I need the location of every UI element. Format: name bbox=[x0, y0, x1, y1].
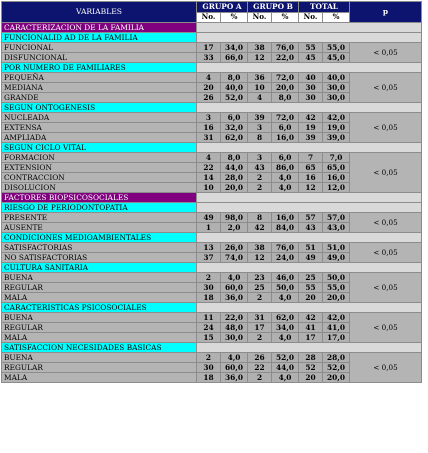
p-value: < 0,05 bbox=[350, 213, 422, 233]
group-row bbox=[2, 143, 422, 153]
row-label: DISOLUCION bbox=[2, 183, 197, 193]
grupo-b-pct: 4,0 bbox=[272, 373, 299, 383]
group-title: RIESGO DE PERIODONTOPATIA bbox=[2, 203, 197, 213]
total-pct: 39,0 bbox=[323, 133, 350, 143]
header-grupo-a: GRUPO A bbox=[197, 2, 248, 13]
grupo-a-no: 11 bbox=[197, 313, 221, 323]
row-label: NO SATISFACTORIAS bbox=[2, 253, 197, 263]
total-no: 17 bbox=[299, 333, 323, 343]
grupo-b-no: 23 bbox=[248, 273, 272, 283]
grupo-b-no: 39 bbox=[248, 113, 272, 123]
total-pct: 65,0 bbox=[323, 163, 350, 173]
grupo-b-pct: 4,0 bbox=[272, 293, 299, 303]
header-variables: VARIABLES bbox=[2, 2, 197, 23]
group-filler bbox=[197, 203, 422, 213]
total-no: 20 bbox=[299, 373, 323, 383]
row-label: BUENA bbox=[2, 353, 197, 363]
grupo-a-no: 18 bbox=[197, 293, 221, 303]
grupo-a-pct: 34,0 bbox=[221, 43, 248, 53]
total-no: 30 bbox=[299, 93, 323, 103]
total-no: 52 bbox=[299, 363, 323, 373]
grupo-b-pct: 76,0 bbox=[272, 243, 299, 253]
grupo-a-pct: 44,0 bbox=[221, 163, 248, 173]
grupo-b-pct: 50,0 bbox=[272, 283, 299, 293]
row-label: AMPLIADA bbox=[2, 133, 197, 143]
section-title: CARACTERIZACION DE LA FAMILIA bbox=[2, 23, 197, 33]
grupo-a-no: 18 bbox=[197, 373, 221, 383]
grupo-a-pct: 4,0 bbox=[221, 273, 248, 283]
grupo-b-pct: 46,0 bbox=[272, 273, 299, 283]
total-no: 41 bbox=[299, 323, 323, 333]
grupo-b-no: 12 bbox=[248, 53, 272, 63]
p-value: < 0,05 bbox=[350, 273, 422, 303]
row-label: PRESENTE bbox=[2, 213, 197, 223]
row-label: MALA bbox=[2, 293, 197, 303]
subheader-pct: % bbox=[323, 12, 350, 23]
grupo-a-no: 31 bbox=[197, 133, 221, 143]
row-label: MALA bbox=[2, 373, 197, 383]
grupo-a-no: 37 bbox=[197, 253, 221, 263]
total-no: 55 bbox=[299, 283, 323, 293]
table-row bbox=[2, 313, 422, 323]
section-row bbox=[2, 23, 422, 33]
section-title: FACTORES BIOPSICOSOCIALES bbox=[2, 193, 197, 203]
group-filler bbox=[197, 233, 422, 243]
grupo-a-pct: 8,0 bbox=[221, 73, 248, 83]
grupo-a-no: 20 bbox=[197, 83, 221, 93]
group-row bbox=[2, 103, 422, 113]
grupo-a-no: 13 bbox=[197, 243, 221, 253]
section-row bbox=[2, 193, 422, 203]
total-no: 49 bbox=[299, 253, 323, 263]
group-row bbox=[2, 263, 422, 273]
grupo-a-pct: 8,0 bbox=[221, 153, 248, 163]
subheader-no: No. bbox=[299, 12, 323, 23]
row-label: SATISFACTORIAS bbox=[2, 243, 197, 253]
total-pct: 55,0 bbox=[323, 283, 350, 293]
grupo-a-no: 30 bbox=[197, 283, 221, 293]
grupo-a-pct: 62,0 bbox=[221, 133, 248, 143]
grupo-b-no: 22 bbox=[248, 363, 272, 373]
group-title: FUNCIONALID AD DE LA FAMILIA bbox=[2, 33, 197, 43]
total-pct: 49,0 bbox=[323, 253, 350, 263]
group-filler bbox=[197, 63, 422, 73]
grupo-b-no: 2 bbox=[248, 183, 272, 193]
grupo-a-pct: 2,0 bbox=[221, 223, 248, 233]
total-no: 28 bbox=[299, 353, 323, 363]
header-p: p bbox=[350, 2, 422, 23]
total-no: 25 bbox=[299, 273, 323, 283]
grupo-a-pct: 6,0 bbox=[221, 113, 248, 123]
total-pct: 17,0 bbox=[323, 333, 350, 343]
row-label: AUSENTE bbox=[2, 223, 197, 233]
subheader-pct: % bbox=[272, 12, 299, 23]
grupo-a-no: 33 bbox=[197, 53, 221, 63]
grupo-b-pct: 4,0 bbox=[272, 183, 299, 193]
p-value: < 0,05 bbox=[350, 243, 422, 263]
table-row bbox=[2, 113, 422, 123]
row-label: CONTRACCION bbox=[2, 173, 197, 183]
total-no: 51 bbox=[299, 243, 323, 253]
grupo-b-pct: 86,0 bbox=[272, 163, 299, 173]
group-title: SEGUN ONTOGENESIS bbox=[2, 103, 197, 113]
grupo-b-pct: 16,0 bbox=[272, 133, 299, 143]
row-label: BUENA bbox=[2, 273, 197, 283]
grupo-a-pct: 36,0 bbox=[221, 293, 248, 303]
section-filler bbox=[197, 23, 422, 33]
grupo-a-pct: 40,0 bbox=[221, 83, 248, 93]
total-no: 65 bbox=[299, 163, 323, 173]
data-table bbox=[1, 1, 422, 383]
grupo-b-pct: 4,0 bbox=[272, 173, 299, 183]
group-filler bbox=[197, 33, 422, 43]
total-no: 20 bbox=[299, 293, 323, 303]
row-label: REGULAR bbox=[2, 363, 197, 373]
total-pct: 12,0 bbox=[323, 183, 350, 193]
table-row bbox=[2, 353, 422, 363]
total-pct: 57,0 bbox=[323, 213, 350, 223]
grupo-a-pct: 32,0 bbox=[221, 123, 248, 133]
grupo-a-no: 24 bbox=[197, 323, 221, 333]
total-no: 42 bbox=[299, 313, 323, 323]
grupo-b-pct: 8,0 bbox=[272, 93, 299, 103]
grupo-b-no: 2 bbox=[248, 373, 272, 383]
row-label: REGULAR bbox=[2, 283, 197, 293]
group-filler bbox=[197, 143, 422, 153]
total-pct: 30,0 bbox=[323, 93, 350, 103]
total-no: 30 bbox=[299, 83, 323, 93]
grupo-b-no: 26 bbox=[248, 353, 272, 363]
total-pct: 42,0 bbox=[323, 313, 350, 323]
table-row bbox=[2, 213, 422, 223]
row-label: DISFUNCIONAL bbox=[2, 53, 197, 63]
group-title: CARACTERISTICAS PSICOSOCIALES bbox=[2, 303, 197, 313]
row-label: PEQUEÑA bbox=[2, 73, 197, 83]
grupo-a-no: 22 bbox=[197, 163, 221, 173]
grupo-b-pct: 24,0 bbox=[272, 253, 299, 263]
grupo-a-no: 10 bbox=[197, 183, 221, 193]
grupo-a-no: 16 bbox=[197, 123, 221, 133]
table-row bbox=[2, 43, 422, 53]
grupo-b-no: 3 bbox=[248, 153, 272, 163]
total-pct: 40,0 bbox=[323, 73, 350, 83]
grupo-a-pct: 66,0 bbox=[221, 53, 248, 63]
subheader-no: No. bbox=[248, 12, 272, 23]
table-row bbox=[2, 73, 422, 83]
grupo-b-no: 12 bbox=[248, 253, 272, 263]
grupo-b-pct: 76,0 bbox=[272, 43, 299, 53]
header-total: TOTAL bbox=[299, 2, 350, 13]
total-no: 7 bbox=[299, 153, 323, 163]
total-pct: 51,0 bbox=[323, 243, 350, 253]
grupo-a-pct: 22,0 bbox=[221, 313, 248, 323]
total-no: 16 bbox=[299, 173, 323, 183]
grupo-a-no: 2 bbox=[197, 353, 221, 363]
grupo-a-pct: 26,0 bbox=[221, 243, 248, 253]
total-no: 57 bbox=[299, 213, 323, 223]
grupo-b-pct: 72,0 bbox=[272, 73, 299, 83]
grupo-b-pct: 52,0 bbox=[272, 353, 299, 363]
p-value: < 0,05 bbox=[350, 43, 422, 63]
row-label: BUENA bbox=[2, 313, 197, 323]
row-label: FUNCIONAL bbox=[2, 43, 197, 53]
total-pct: 7,0 bbox=[323, 153, 350, 163]
total-no: 39 bbox=[299, 133, 323, 143]
grupo-b-pct: 6,0 bbox=[272, 123, 299, 133]
grupo-b-pct: 16,0 bbox=[272, 213, 299, 223]
table-row bbox=[2, 153, 422, 163]
grupo-b-pct: 6,0 bbox=[272, 153, 299, 163]
grupo-a-no: 30 bbox=[197, 363, 221, 373]
grupo-b-no: 38 bbox=[248, 43, 272, 53]
total-no: 43 bbox=[299, 223, 323, 233]
p-value: < 0,05 bbox=[350, 313, 422, 343]
total-no: 42 bbox=[299, 113, 323, 123]
total-pct: 30,0 bbox=[323, 83, 350, 93]
grupo-a-no: 14 bbox=[197, 173, 221, 183]
grupo-b-pct: 4,0 bbox=[272, 333, 299, 343]
group-title: SATISFACCION NECESIDADES BASICAS bbox=[2, 343, 197, 353]
total-pct: 50,0 bbox=[323, 273, 350, 283]
grupo-b-pct: 72,0 bbox=[272, 113, 299, 123]
header-grupo-b: GRUPO B bbox=[248, 2, 299, 13]
p-value: < 0,05 bbox=[350, 153, 422, 193]
table-row bbox=[2, 243, 422, 253]
grupo-b-no: 42 bbox=[248, 223, 272, 233]
row-label: REGULAR bbox=[2, 323, 197, 333]
group-title: CULTURA SANITARIA bbox=[2, 263, 197, 273]
group-filler bbox=[197, 343, 422, 353]
grupo-b-no: 36 bbox=[248, 73, 272, 83]
grupo-a-no: 1 bbox=[197, 223, 221, 233]
grupo-b-no: 2 bbox=[248, 333, 272, 343]
group-title: SEGUN CICLO VITAL bbox=[2, 143, 197, 153]
total-no: 45 bbox=[299, 53, 323, 63]
group-row bbox=[2, 343, 422, 353]
row-label: MALA bbox=[2, 333, 197, 343]
total-pct: 16,0 bbox=[323, 173, 350, 183]
group-row bbox=[2, 33, 422, 43]
group-title: CONDICIONES MEDIOAMBIENTALES bbox=[2, 233, 197, 243]
grupo-b-pct: 34,0 bbox=[272, 323, 299, 333]
grupo-b-pct: 20,0 bbox=[272, 83, 299, 93]
row-label: NUCLEADA bbox=[2, 113, 197, 123]
header-row bbox=[2, 2, 422, 13]
group-filler bbox=[197, 303, 422, 313]
grupo-b-no: 2 bbox=[248, 293, 272, 303]
grupo-b-no: 8 bbox=[248, 133, 272, 143]
grupo-b-no: 43 bbox=[248, 163, 272, 173]
total-pct: 55,0 bbox=[323, 43, 350, 53]
grupo-b-pct: 44,0 bbox=[272, 363, 299, 373]
row-label: MEDIANA bbox=[2, 83, 197, 93]
grupo-b-pct: 84,0 bbox=[272, 223, 299, 233]
grupo-a-pct: 52,0 bbox=[221, 93, 248, 103]
table-body bbox=[2, 2, 422, 383]
grupo-a-pct: 60,0 bbox=[221, 363, 248, 373]
total-pct: 43,0 bbox=[323, 223, 350, 233]
grupo-a-pct: 30,0 bbox=[221, 333, 248, 343]
grupo-a-no: 3 bbox=[197, 113, 221, 123]
total-pct: 28,0 bbox=[323, 353, 350, 363]
grupo-b-no: 25 bbox=[248, 283, 272, 293]
p-value: < 0,05 bbox=[350, 73, 422, 103]
grupo-a-no: 2 bbox=[197, 273, 221, 283]
subheader-pct: % bbox=[221, 12, 248, 23]
group-row bbox=[2, 233, 422, 243]
total-pct: 19,0 bbox=[323, 123, 350, 133]
group-row bbox=[2, 63, 422, 73]
grupo-a-no: 15 bbox=[197, 333, 221, 343]
grupo-a-no: 4 bbox=[197, 153, 221, 163]
total-no: 40 bbox=[299, 73, 323, 83]
group-filler bbox=[197, 103, 422, 113]
total-no: 55 bbox=[299, 43, 323, 53]
total-pct: 41,0 bbox=[323, 323, 350, 333]
group-row bbox=[2, 303, 422, 313]
row-label: GRANDE bbox=[2, 93, 197, 103]
row-label: FORMACION bbox=[2, 153, 197, 163]
grupo-b-no: 38 bbox=[248, 243, 272, 253]
group-title: POR NUMERO DE FAMILIARES bbox=[2, 63, 197, 73]
row-label: EXTENSA bbox=[2, 123, 197, 133]
grupo-b-no: 2 bbox=[248, 173, 272, 183]
total-pct: 20,0 bbox=[323, 293, 350, 303]
section-filler bbox=[197, 193, 422, 203]
grupo-a-pct: 98,0 bbox=[221, 213, 248, 223]
grupo-a-pct: 60,0 bbox=[221, 283, 248, 293]
grupo-a-no: 26 bbox=[197, 93, 221, 103]
grupo-b-no: 4 bbox=[248, 93, 272, 103]
grupo-a-pct: 28,0 bbox=[221, 173, 248, 183]
grupo-a-pct: 20,0 bbox=[221, 183, 248, 193]
grupo-b-no: 8 bbox=[248, 213, 272, 223]
grupo-a-pct: 4,0 bbox=[221, 353, 248, 363]
total-no: 19 bbox=[299, 123, 323, 133]
grupo-b-no: 3 bbox=[248, 123, 272, 133]
grupo-a-no: 4 bbox=[197, 73, 221, 83]
row-label: EXTENSION bbox=[2, 163, 197, 173]
grupo-b-no: 10 bbox=[248, 83, 272, 93]
subheader-no: No. bbox=[197, 12, 221, 23]
group-row bbox=[2, 203, 422, 213]
total-pct: 45,0 bbox=[323, 53, 350, 63]
grupo-b-no: 17 bbox=[248, 323, 272, 333]
grupo-b-pct: 22,0 bbox=[272, 53, 299, 63]
grupo-a-pct: 48,0 bbox=[221, 323, 248, 333]
grupo-b-pct: 62,0 bbox=[272, 313, 299, 323]
grupo-a-no: 49 bbox=[197, 213, 221, 223]
p-value: < 0,05 bbox=[350, 353, 422, 383]
grupo-a-pct: 36,0 bbox=[221, 373, 248, 383]
table-row bbox=[2, 273, 422, 283]
total-pct: 52,0 bbox=[323, 363, 350, 373]
grupo-b-no: 31 bbox=[248, 313, 272, 323]
grupo-a-no: 17 bbox=[197, 43, 221, 53]
total-no: 12 bbox=[299, 183, 323, 193]
total-pct: 20,0 bbox=[323, 373, 350, 383]
group-filler bbox=[197, 263, 422, 273]
grupo-a-pct: 74,0 bbox=[221, 253, 248, 263]
total-pct: 42,0 bbox=[323, 113, 350, 123]
p-value: < 0,05 bbox=[350, 113, 422, 143]
